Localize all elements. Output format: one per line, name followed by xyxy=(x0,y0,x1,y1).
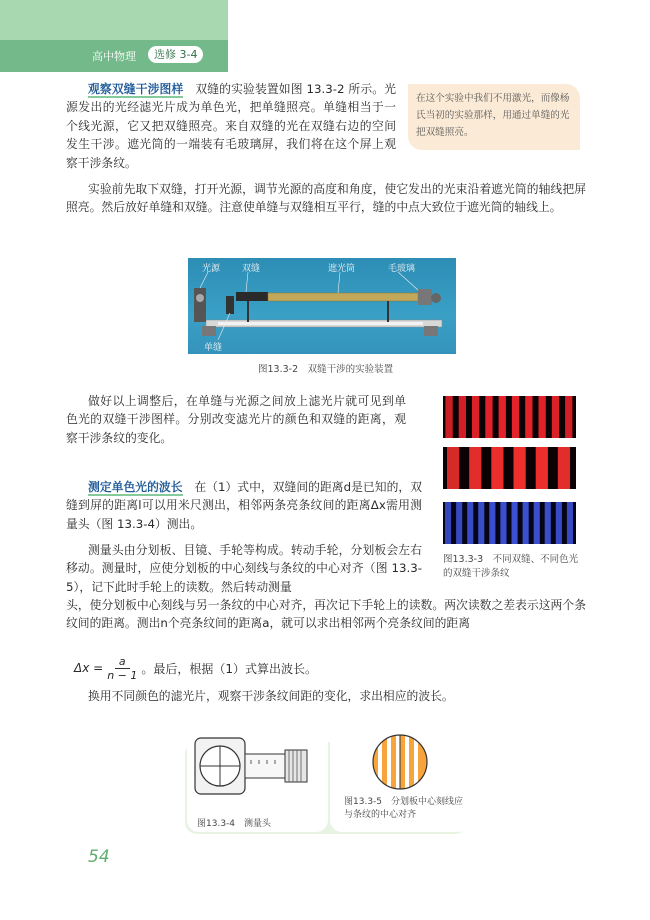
bright-fringe xyxy=(567,502,573,544)
section2-heading: 测定单色光的波长 xyxy=(88,480,183,494)
dark-fringe-1 xyxy=(378,732,382,794)
bright-fringe xyxy=(556,502,562,544)
bright-fringe xyxy=(489,502,495,544)
fringe-panel-red-1 xyxy=(443,396,576,438)
bright-fringe xyxy=(485,396,492,438)
section2-paragraph3: 换用不同颜色的滤光片，观察干涉条纹间距的变化，求出相应的波长。 xyxy=(88,689,454,703)
bright-fringe xyxy=(472,396,479,438)
bright-fringe xyxy=(469,447,481,489)
rail-foot-right xyxy=(424,326,438,336)
eyepiece xyxy=(418,289,432,305)
dark-fringe-2 xyxy=(387,732,391,794)
formula-line xyxy=(74,650,317,686)
bright-fringe xyxy=(539,396,546,438)
formula-denominator: n − 1 xyxy=(107,668,138,682)
section1-paragraph2: 实验前先取下双缝，打开光源，调节光源的高度和角度，使它发出的光束沿着遮光筒的轴线把屏照亮。然后放好单缝和双缝。注意使单缝与双缝相互平行，缝的中点大致位于遮光筒的轴线上。 xyxy=(66,182,586,215)
measuring-head-drawing xyxy=(187,732,328,812)
light-tube xyxy=(268,293,418,301)
figure4-panel xyxy=(187,732,328,832)
bright-fringe xyxy=(445,502,451,544)
figure3-caption: 图13.3-3 不同双缝、不同色光的双缝干涉条纹 xyxy=(443,554,579,579)
label-light-source: 光源 xyxy=(202,264,221,274)
page-number: 54 xyxy=(88,847,110,867)
formula-tail: 。最后，根据（1）式算出波长。 xyxy=(141,661,318,676)
bright-fringe xyxy=(512,396,519,438)
rail-foot-left xyxy=(202,326,216,336)
paragraph3: 做好以上调整后，在单缝与光源之间放上滤光片就可见到单色光的双缝干涉图样。分别改变滤光片的颜色和双缝的距离，观察干涉条纹的变化。 xyxy=(66,394,406,445)
light-source xyxy=(194,288,206,322)
bright-fringe xyxy=(491,447,503,489)
subject-label: 高中物理 xyxy=(92,50,136,63)
section2-paragraph2-continued: 头，使分划板中心刻线与另一条纹的中心对齐，再次记下手轮上的读数。两次读数之差表示这两个条纹间的距离。测出n个亮条纹间的距离a，就可以求出相邻两个亮条纹间的距离 xyxy=(66,598,586,631)
bright-fringe xyxy=(525,396,532,438)
light-source-lamp xyxy=(196,294,204,302)
header-white-area xyxy=(228,0,650,72)
fringes-blue xyxy=(443,502,576,544)
elective-badge: 选修 3-4 xyxy=(148,46,203,63)
label-double-slit: 双缝 xyxy=(242,264,261,274)
figure5-panel xyxy=(330,732,470,832)
bright-fringe xyxy=(523,502,529,544)
section1-paragraph1 xyxy=(66,80,396,172)
double-slit xyxy=(236,292,268,301)
fringe-panel-red-2 xyxy=(443,447,576,489)
leader-tube xyxy=(338,272,340,293)
label-single-slit: 单缝 xyxy=(204,343,223,353)
bright-fringe xyxy=(545,502,551,544)
bright-fringe xyxy=(536,447,548,489)
dark-fringe-3 xyxy=(396,732,400,794)
section2-paragraph2: 测量头由分划板、目镜、手轮等构成。转动手轮，分划板会左右移动。测量时，应使分划板的中心刻线与条纹的中心对齐（图 13.3-5），记下此时手轮上的读数。然后转动测量 xyxy=(66,543,422,594)
rail-scale xyxy=(218,322,423,325)
fringes-red-narrow xyxy=(443,396,576,438)
bright-fringe xyxy=(445,396,452,438)
leader-double xyxy=(246,272,248,292)
apparatus-photo xyxy=(188,258,456,354)
fringes-red-wide xyxy=(443,447,576,489)
fringes-in-view xyxy=(370,732,430,794)
formula-fraction xyxy=(107,655,137,682)
bright-fringe xyxy=(500,502,506,544)
section1-heading: 观察双缝干涉图样 xyxy=(88,82,184,96)
bright-fringe xyxy=(534,502,540,544)
dark-fringe-4 xyxy=(405,732,409,794)
barrel xyxy=(245,754,285,778)
section2-text1: 在（1）式中，双缝间的距离d是已知的，双缝到屏的距离l可以用米尺测出，相邻两条亮条纹间的距离Δx需用测量头（图 13.3-4）测出。 xyxy=(66,480,422,531)
leader-glass xyxy=(398,272,418,290)
slit-holder xyxy=(226,296,234,314)
label-ground-glass: 毛玻璃 xyxy=(388,264,416,274)
figure2-caption: 图13.3-2 双缝干涉的实验装置 xyxy=(258,364,394,375)
bright-fringe xyxy=(456,502,462,544)
bright-fringe xyxy=(565,396,572,438)
section1-text: 双缝的实验装置如图 13.3-2 所示。光源发出的光经滤光片成为单色光，把单缝照亮。单缝相当于一个线光源，它又把双缝照亮。来自双缝的光在双缝右边的空间发生干涉。遮光筒的一端装有毛玻璃屏，我们将在这个屏上观察干涉条纹。 xyxy=(66,82,396,170)
formula-numerator: a xyxy=(115,655,130,669)
bright-fringe xyxy=(512,502,518,544)
bright-fringe xyxy=(459,396,466,438)
label-tube: 遮光筒 xyxy=(328,264,356,274)
figure5-caption: 图13.3-5 分划板中心刻线应与条纹的中心对齐 xyxy=(344,797,464,820)
leader-source xyxy=(200,272,208,288)
side-note: 在这个实验中我们不用激光，而像杨氏当初的实验那样，用通过单缝的光把双缝照亮。 xyxy=(408,84,580,150)
bright-fringe xyxy=(478,502,484,544)
bright-fringe xyxy=(552,396,559,438)
section2-paragraph1 xyxy=(66,478,422,533)
bright-fringe xyxy=(467,502,473,544)
bright-fringe xyxy=(558,447,570,489)
bright-fringe xyxy=(514,447,526,489)
knob xyxy=(431,293,441,303)
reticle-drawing xyxy=(330,732,470,794)
bright-fringe xyxy=(499,396,506,438)
handwheel xyxy=(285,750,307,782)
bright-fringe xyxy=(447,447,459,489)
fringe-panel-blue xyxy=(443,502,576,544)
apparatus-drawing xyxy=(188,258,456,354)
figure4-caption: 图13.3-4 测量头 xyxy=(197,819,272,829)
formula-lhs: Δx = xyxy=(74,661,104,675)
